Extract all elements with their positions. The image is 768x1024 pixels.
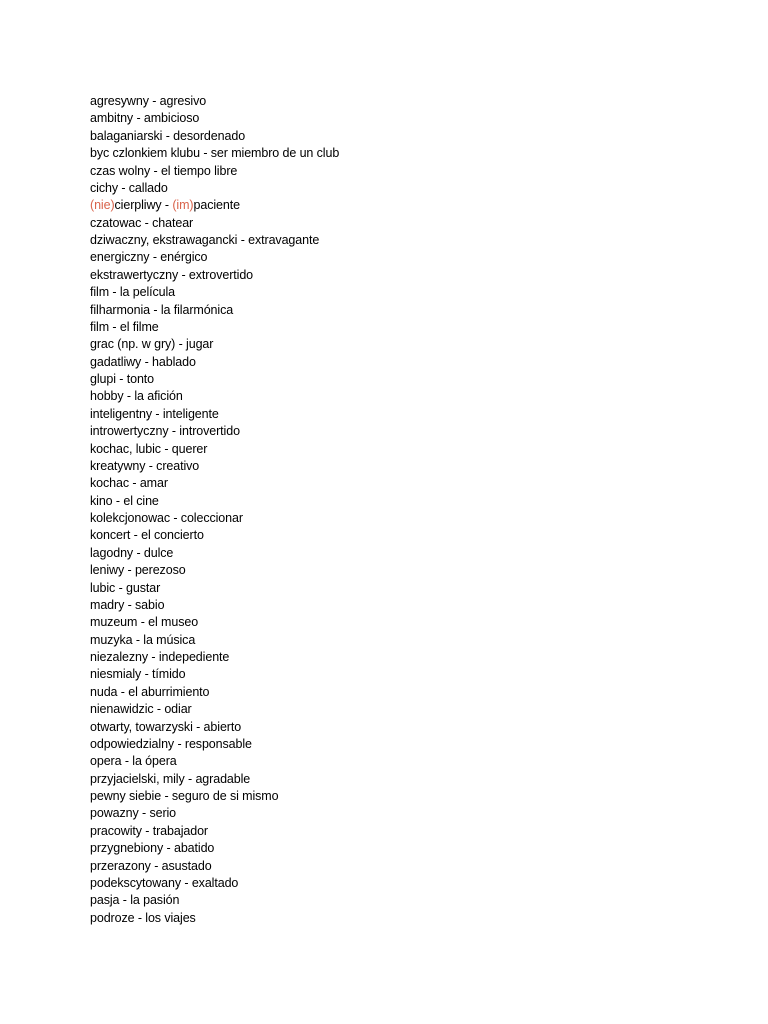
highlighted-prefix: (nie) [90,198,115,213]
vocabulary-entry: pewny siebie - seguro de si mismo [90,789,279,803]
vocabulary-entry: niesmialy - tímido [90,667,186,682]
vocabulary-entry: filharmonia - la filarmónica [90,302,234,317]
vocabulary-entry: pracowity - trabajador [90,823,208,838]
vocabulary-entry: inteligentny - inteligente [90,406,219,421]
vocabulary-entry: muzeum - el museo [90,615,199,630]
vocabulary-entry: opera - la ópera [90,754,177,769]
vocabulary-entry: grac (np. w gry) - jugar [90,337,214,352]
vocabulary-entry: ambitny - ambicioso [90,111,200,126]
vocabulary-entry: hobby - la afición [90,389,183,404]
highlighted-prefix: (im) [172,198,194,213]
vocabulary-entry: lubic - gustar [90,580,161,595]
vocabulary-entry: gadatliwy - hablado [90,354,196,369]
vocabulary-entry: pasja - la pasión [90,893,180,908]
vocabulary-entry: cichy - callado [90,180,168,195]
vocabulary-entry: podekscytowany - exaltado [90,875,239,890]
vocabulary-entry: otwarty, towarzyski - abierto [90,719,242,734]
vocabulary-entry: przyjacielski, mily - agradable [90,771,251,786]
vocabulary-entry: odpowiedzialny - responsable [90,736,252,751]
vocabulary-entry [90,197,339,214]
vocabulary-entry: czas wolny - el tiempo libre [90,163,238,178]
entry-text: paciente [193,198,240,213]
vocabulary-entry: film - la película [90,285,176,300]
vocabulary-entry: przygnebiony - abatido [90,841,215,856]
vocabulary-entry: byc czlonkiem klubu - ser miembro de un club [90,146,340,161]
vocabulary-entry: lagodny - dulce [90,545,174,560]
vocabulary-entry: podroze - los viajes [90,910,196,925]
vocabulary-list [90,93,339,927]
entry-text: cierpliwy - [114,198,173,213]
vocabulary-entry: kochac, lubic - querer [90,441,208,456]
vocabulary-entry: kochac - amar [90,476,168,491]
vocabulary-entry: kolekcjonowac - coleccionar [90,511,243,525]
vocabulary-entry: koncert - el concierto [90,528,204,543]
vocabulary-entry: kreatywny - creativo [90,458,200,473]
vocabulary-entry: ekstrawertyczny - extrovertido [90,267,254,282]
vocabulary-entry: madry - sabio [90,597,165,612]
vocabulary-entry: kino - el cine [90,493,159,508]
vocabulary-entry: introwertyczny - introvertido [90,424,240,439]
vocabulary-entry: balaganiarski - desordenado [90,128,246,143]
vocabulary-entry: leniwy - perezoso [90,563,186,578]
vocabulary-entry: dziwaczny, ekstrawagancki - extravagante [90,233,320,247]
vocabulary-entry: nienawidzic - odiar [90,702,192,717]
vocabulary-entry: przerazony - asustado [90,858,212,873]
vocabulary-entry: nuda - el aburrimiento [90,684,210,699]
vocabulary-entry: film - el filme [90,319,159,334]
vocabulary-entry: powazny - serio [90,806,177,821]
vocabulary-entry: agresywny - agresivo [90,94,207,108]
vocabulary-entry: niezalezny - indepediente [90,650,230,664]
vocabulary-entry: glupi - tonto [90,372,155,386]
vocabulary-entry: muzyka - la música [90,632,196,647]
vocabulary-entry: czatowac - chatear [90,215,194,230]
vocabulary-entry: energiczny - enérgico [90,250,208,265]
